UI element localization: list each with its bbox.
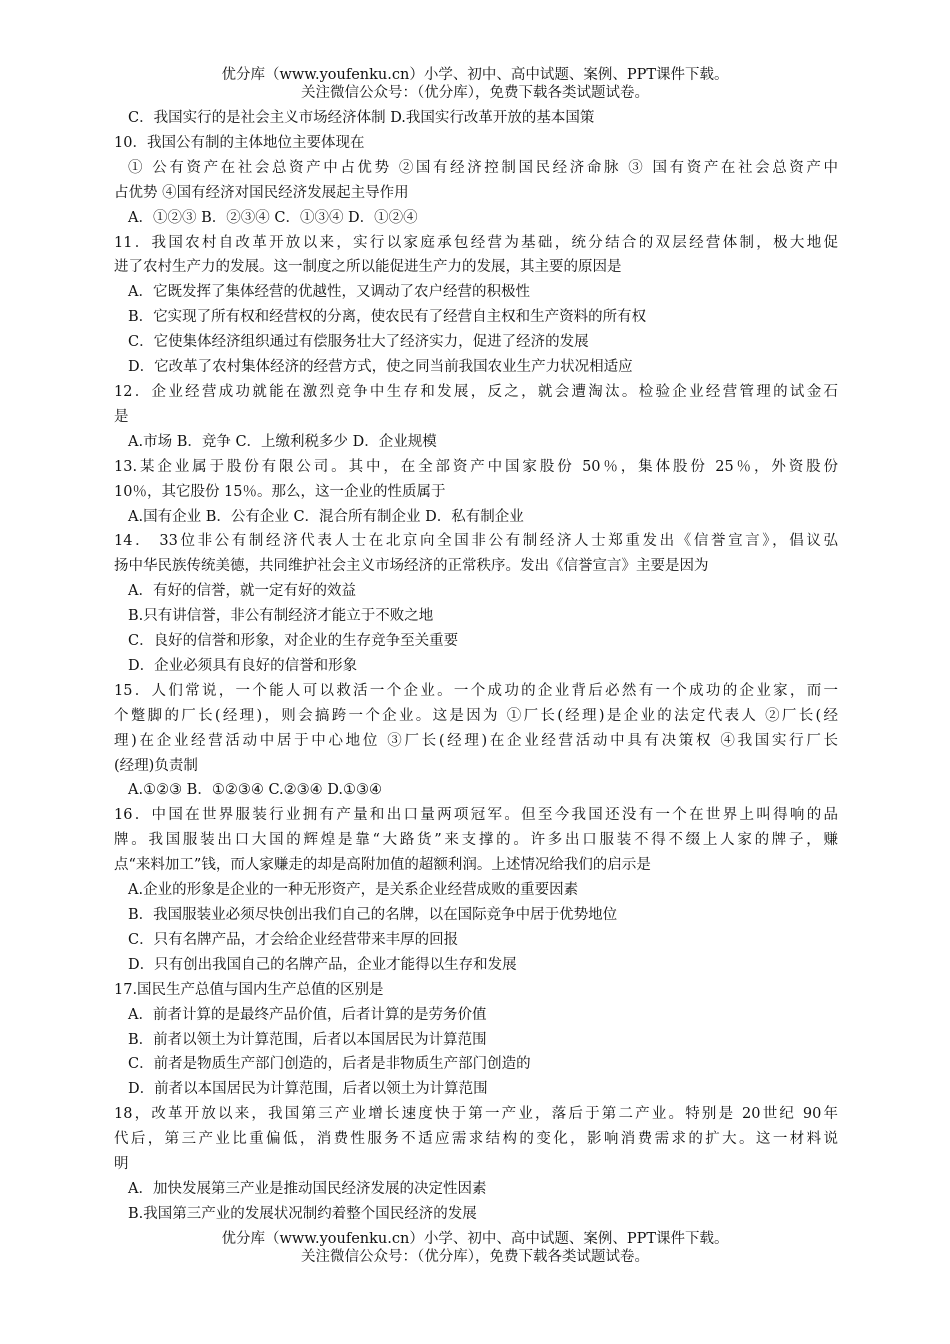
question-16-option-a: A.企业的形象是企业的一种无形资产，是关系企业经营成败的重要因素 <box>128 882 579 899</box>
question-17-option-d: D．前者以本国居民为计算范围，后者以领土为计算范围 <box>128 1081 488 1098</box>
exam-content <box>114 106 838 1227</box>
question-11-option-b: B．它实现了所有权和经营权的分离，使农民有了经营自主权和生产资料的所有权 <box>128 309 647 326</box>
question-17-option-b: B．前者以领土为计算范围，后者以本国居民为计算范围 <box>128 1031 487 1048</box>
question-14-option-b: B.只有讲信誉，非公有制经济才能立于不败之地 <box>128 608 434 625</box>
page-footer <box>0 1230 950 1266</box>
question-13-options: A.国有企业 B．公有企业 C．混合所有制企业 D．私有制企业 <box>128 508 524 525</box>
question-13-stem: 13.某企业属于股份有限公司。其中，在全部资产中国家股份 50％，集体股份 25％，外资股份 <box>114 458 838 475</box>
question-17-option-c: C．前者是物质生产部门创造的，后者是非物质生产部门创造的 <box>128 1056 531 1073</box>
text-line: 牌。我国服装出口大国的辉煌是靠“大路货”来支撑的。许多出口服装不得不缀上人家的牌子，赚 <box>114 832 838 849</box>
question-16-stem: 16．中国在世界服装行业拥有产量和出口量两项冠军。但至今我国还没有一个在世界上叫得响的品 <box>114 807 838 824</box>
page-header <box>0 66 950 102</box>
question-10-stem: 10．我国公有制的主体地位主要体现在 <box>114 134 365 151</box>
question-15-options: A.①②③ B．①②③④ C.②③④ D.①③④ <box>128 782 382 799</box>
question-18-option-a: A．加快发展第三产业是推动国民经济发展的决定性因素 <box>128 1180 487 1197</box>
question-16-option-d: D．只有创出我国自己的名牌产品，企业才能得以生存和发展 <box>128 956 517 973</box>
question-11-option-a: A．它既发挥了集体经营的优越性，又调动了农户经营的积极性 <box>128 284 530 301</box>
text-line: 点“来料加工”钱，而人家赚走的却是高附加值的超额利润。上述情况给我们的启示是 <box>114 857 651 874</box>
text-line: 进了农村生产力的发展。这一制度之所以能促进生产力的发展，其主要的原因是 <box>114 259 622 276</box>
question-14-option-a: A．有好的信誉，就一定有好的效益 <box>128 583 356 600</box>
question-14-option-c: C．良好的信誉和形象，对企业的生存竞争至关重要 <box>128 633 459 650</box>
text-line: 10％，其它股份 15％。那么，这一企业的性质属于 <box>114 483 446 500</box>
text-line: 占优势 ④国有经济对国民经济发展起主导作用 <box>114 184 409 201</box>
question-16-option-b: B．我国服装业必须尽快创出我们自己的名牌，以在国际竞争中居于优势地位 <box>128 907 618 923</box>
question-14-stem: 14． 33位非公有制经济代表人士在北京向全国非公有制经济人士郑重发出《信誉宣言》，倡议弘 <box>114 533 838 550</box>
question-12-stem: 12．企业经营成功就能在激烈竞争中生存和发展，反之，就会遭淘汰。检验企业经营管理的试金石 <box>114 383 838 400</box>
question-16-option-c: C．只有名牌产品，才会给企业经营带来丰厚的回报 <box>128 931 459 948</box>
header-line-2: 关注微信公众号：（优分库），免费下载各类试题试卷。 <box>301 85 649 101</box>
question-18-stem: 18，改革开放以来，我国第三产业增长速度快于第一产业，落后于第二产业。特别是 20世纪 90年 <box>114 1106 838 1123</box>
question-14-option-d: D．企业必须具有良好的信誉和形象 <box>128 657 358 674</box>
question-15-stem: 15．人们常说，一个能人可以救活一个企业。一个成功的企业背后必然有一个成功的企业家，而一 <box>114 682 838 699</box>
question-17-option-a: A．前者计算的是最终产品价值，后者计算的是劳务价值 <box>128 1006 487 1023</box>
footer-line-2: 关注微信公众号：（优分库），免费下载各类试题试卷。 <box>301 1249 649 1265</box>
text-line: 个蹩脚的厂长(经理)，则会搞跨一个企业。这是因为 ①厂长(经理)是企业的法定代表人 ②厂长(经 <box>114 707 838 724</box>
footer-line-1: 优分库（www.youfenku.cn）小学、初中、高中试题、案例、PPT课件下载。 <box>221 1231 729 1247</box>
text-line: 扬中华民族传统美德，共同维护社会主义市场经济的正常秩序。发出《信誉宣言》主要是因为 <box>114 558 709 575</box>
text-line: 明 <box>114 1156 129 1173</box>
question-10-options: A．①②③ B．②③④ C．①③④ D．①②④ <box>128 209 418 226</box>
question-18-option-b: B.我国第三产业的发展状况制约着整个国民经济的发展 <box>128 1205 477 1222</box>
question-12-options: A.市场 B．竞争 C．上缴利税多少 D．企业规模 <box>128 433 437 450</box>
text-line: 理)在企业经营活动中居于中心地位 ③厂长(经理)在企业经营活动中具有决策权 ④我国实行厂长 <box>114 732 838 749</box>
question-11-option-d: D．它改革了农村集体经济的经营方式，使之同当前我国农业生产力状况相适应 <box>128 359 633 376</box>
question-17-stem: 17.国民生产总值与国内生产总值的区别是 <box>114 981 384 998</box>
question-11-option-c: C．它使集体经济组织通过有偿服务壮大了经济实力，促进了经济的发展 <box>128 334 589 351</box>
text-line: (经理)负责制 <box>114 757 198 774</box>
text-line: C．我国实行的是社会主义市场经济体制 D.我国实行改革开放的基本国策 <box>128 110 595 126</box>
text-line: 代后，第三产业比重偏低，消费性服务不适应需求结构的变化，影响消费需求的扩大。这一材料说 <box>114 1131 838 1148</box>
text-line: ① 公有资产在社会总资产中占优势 ②国有经济控制国民经济命脉 ③ 国有资产在社会总资产中 <box>128 159 838 176</box>
text-line: 是 <box>114 408 129 425</box>
header-line-1: 优分库（www.youfenku.cn）小学、初中、高中试题、案例、PPT课件下载。 <box>221 67 729 83</box>
question-11-stem: 11．我国农村自改革开放以来，实行以家庭承包经营为基础，统分结合的双层经营体制，极大地促 <box>114 234 838 251</box>
